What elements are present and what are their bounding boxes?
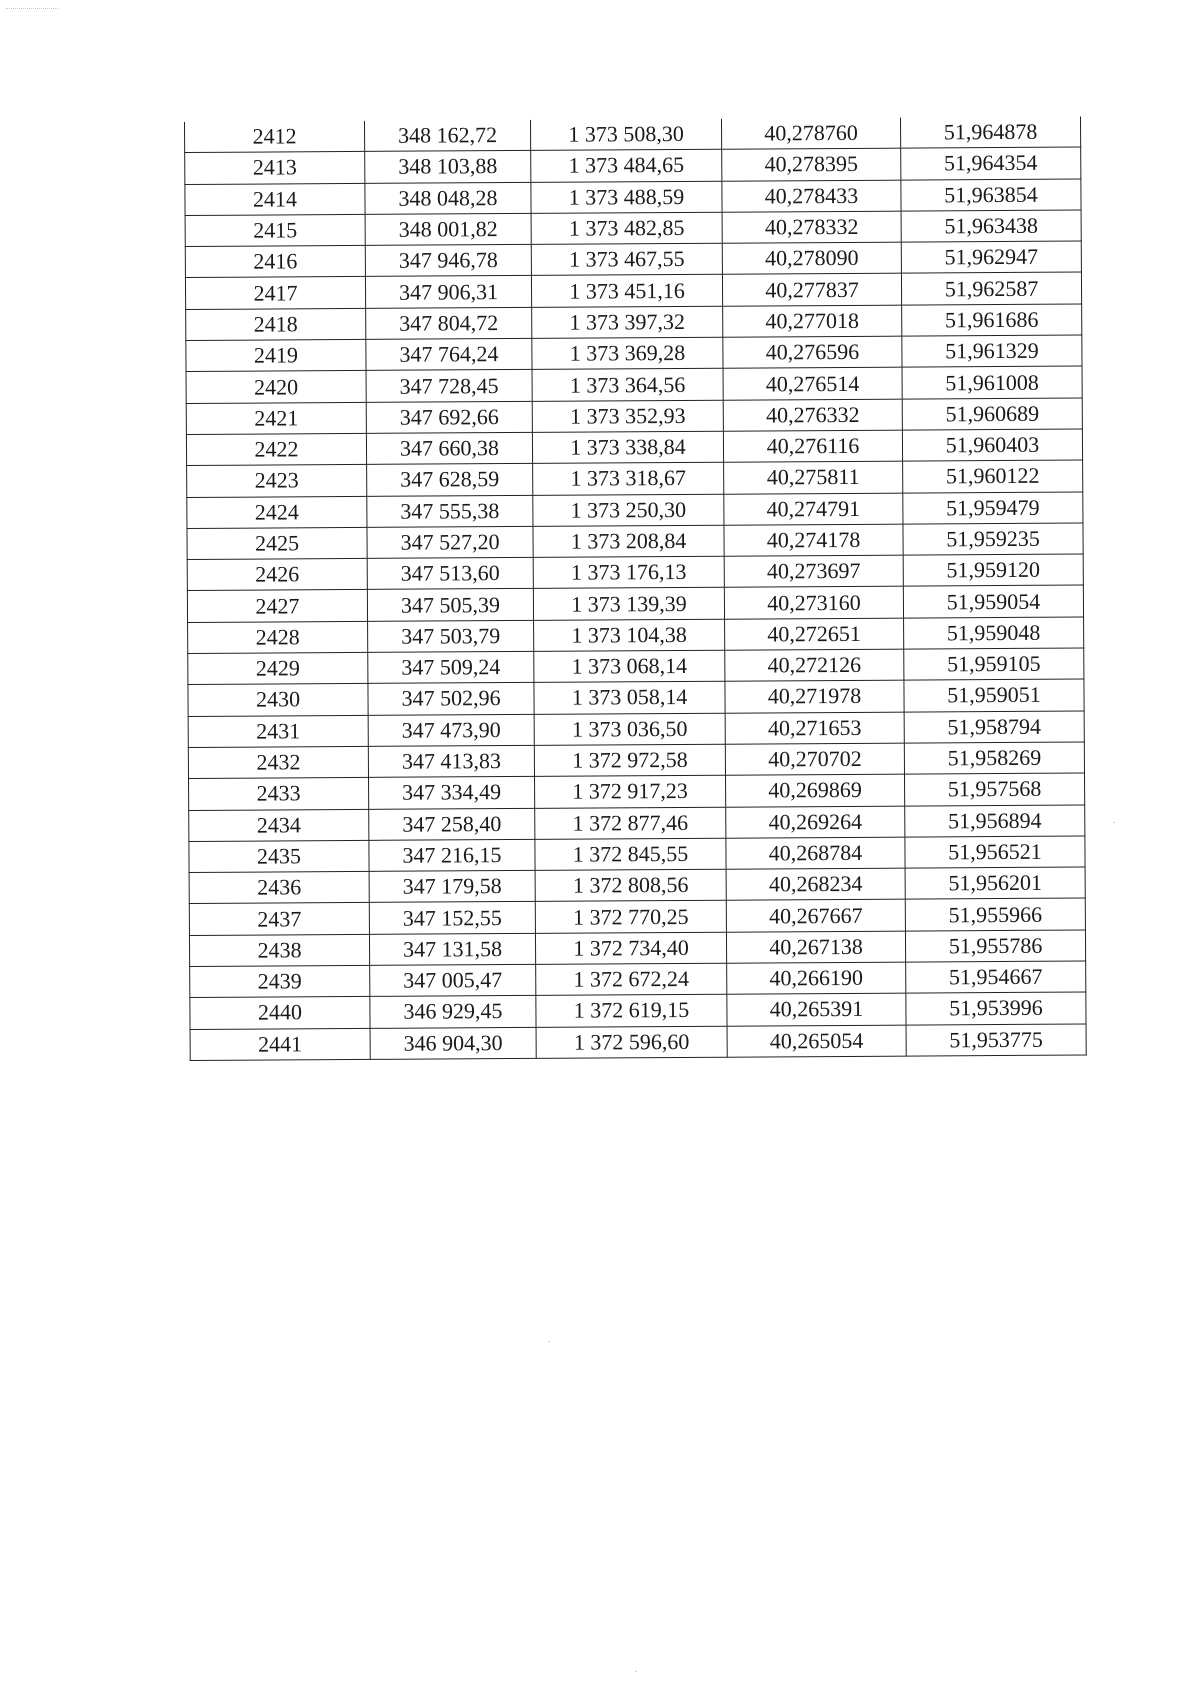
table-row [189, 805, 1085, 842]
coord-y-cell: 1 373 364,56 [532, 369, 723, 401]
coord-x-cell: 348 048,28 [365, 182, 531, 214]
coord-y-cell: 1 373 176,13 [533, 556, 724, 588]
point-number-cell: 2437 [189, 903, 369, 935]
table-row [189, 773, 1085, 810]
latitude-cell: 51,964354 [901, 147, 1081, 179]
scan-speck [635, 1671, 637, 1672]
coord-y-cell: 1 372 917,23 [535, 775, 726, 807]
coord-y-cell: 1 373 208,84 [533, 525, 724, 557]
table-row [190, 992, 1086, 1029]
latitude-cell: 51,959048 [904, 617, 1084, 649]
longitude-cell: 40,273697 [724, 555, 903, 587]
table-row [190, 1024, 1086, 1061]
coord-x-cell: 347 660,38 [366, 432, 532, 464]
coord-y-cell: 1 373 338,84 [532, 431, 723, 463]
table-row [186, 398, 1082, 435]
point-number-cell: 2416 [185, 246, 365, 278]
longitude-cell: 40,278090 [722, 242, 901, 274]
longitude-cell: 40,276332 [723, 399, 902, 431]
longitude-cell: 40,271653 [725, 712, 904, 744]
latitude-cell: 51,955966 [905, 898, 1085, 930]
latitude-cell: 51,959051 [904, 679, 1084, 711]
longitude-cell: 40,270702 [725, 743, 904, 775]
longitude-cell: 40,276116 [723, 430, 902, 462]
latitude-cell: 51,956894 [905, 805, 1085, 837]
table-row [188, 711, 1084, 748]
coord-y-cell: 1 372 770,25 [535, 901, 726, 933]
longitude-cell: 40,278760 [721, 118, 900, 150]
latitude-cell: 51,962587 [901, 273, 1081, 305]
longitude-cell: 40,278395 [722, 148, 901, 180]
point-number-cell: 2413 [185, 152, 365, 184]
point-number-cell: 2424 [187, 496, 367, 528]
longitude-cell: 40,272651 [725, 618, 904, 650]
latitude-cell: 51,959120 [903, 554, 1083, 586]
coord-x-cell: 347 179,58 [369, 870, 535, 902]
point-number-cell: 2427 [187, 590, 367, 622]
coord-x-cell: 347 509,24 [368, 651, 534, 683]
coord-x-cell: 347 503,79 [368, 620, 534, 652]
point-number-cell: 2431 [188, 715, 368, 747]
coord-x-cell: 347 692,66 [366, 401, 532, 433]
latitude-cell: 51,961329 [902, 335, 1082, 367]
table-row [186, 429, 1082, 466]
longitude-cell: 40,273160 [724, 587, 903, 619]
coord-y-cell: 1 372 619,15 [536, 995, 727, 1027]
longitude-cell: 40,268234 [726, 868, 905, 900]
coord-y-cell: 1 373 068,14 [534, 650, 725, 682]
coord-y-cell: 1 373 036,50 [534, 713, 725, 745]
table-row [185, 147, 1081, 184]
longitude-cell: 40,266190 [727, 962, 906, 994]
coord-x-cell: 347 513,60 [367, 558, 533, 590]
table-row [184, 117, 1080, 153]
table-row [185, 273, 1081, 310]
point-number-cell: 2438 [189, 934, 369, 966]
point-number-cell: 2418 [186, 308, 366, 340]
point-number-cell: 2432 [188, 746, 368, 778]
coord-x-cell: 347 555,38 [367, 495, 533, 527]
coord-y-cell: 1 373 508,30 [530, 119, 721, 151]
coord-y-cell: 1 373 318,67 [533, 462, 724, 494]
coord-y-cell: 1 373 139,39 [533, 588, 724, 620]
coordinates-table [184, 117, 1087, 1061]
latitude-cell: 51,959054 [903, 585, 1083, 617]
latitude-cell: 51,963854 [901, 179, 1081, 211]
table-row [188, 648, 1084, 685]
coord-y-cell: 1 373 488,59 [531, 181, 722, 213]
latitude-cell: 51,959235 [903, 523, 1083, 555]
coord-x-cell: 346 904,30 [370, 1027, 536, 1059]
coord-x-cell: 347 131,58 [369, 933, 535, 965]
longitude-cell: 40,271978 [725, 680, 904, 712]
point-number-cell: 2417 [185, 277, 365, 309]
point-number-cell: 2421 [186, 402, 366, 434]
coord-x-cell: 347 152,55 [369, 902, 535, 934]
coord-y-cell: 1 372 877,46 [535, 807, 726, 839]
latitude-cell: 51,959479 [903, 492, 1083, 524]
table-row [186, 366, 1082, 403]
coord-x-cell: 347 258,40 [369, 808, 535, 840]
table-row [186, 304, 1082, 341]
longitude-cell: 40,267138 [726, 931, 905, 963]
table-row [190, 961, 1086, 998]
latitude-cell: 51,953996 [906, 992, 1086, 1024]
point-number-cell: 2419 [186, 339, 366, 371]
point-number-cell: 2430 [188, 684, 368, 716]
point-number-cell: 2436 [189, 872, 369, 904]
coord-y-cell: 1 372 845,55 [535, 838, 726, 870]
longitude-cell: 40,269869 [726, 774, 905, 806]
coord-x-cell: 347 906,31 [365, 276, 531, 308]
coord-x-cell: 347 946,78 [365, 245, 531, 277]
coord-y-cell: 1 372 734,40 [535, 932, 726, 964]
coord-y-cell: 1 372 972,58 [534, 744, 725, 776]
table-row [189, 836, 1085, 873]
latitude-cell: 51,954667 [906, 961, 1086, 993]
coord-y-cell: 1 373 058,14 [534, 682, 725, 714]
coord-x-cell: 347 728,45 [366, 370, 532, 402]
point-number-cell: 2426 [187, 559, 367, 591]
table-row [188, 617, 1084, 654]
point-number-cell: 2434 [189, 809, 369, 841]
latitude-cell: 51,960403 [902, 429, 1082, 461]
coord-y-cell: 1 373 482,85 [531, 212, 722, 244]
latitude-cell: 51,956521 [905, 836, 1085, 868]
table-row [189, 898, 1085, 935]
coord-x-cell: 347 005,47 [370, 964, 536, 996]
coord-y-cell: 1 373 484,65 [531, 150, 722, 182]
table-row [189, 867, 1085, 904]
table-row [185, 179, 1081, 216]
latitude-cell: 51,963438 [901, 210, 1081, 242]
point-number-cell: 2423 [187, 465, 367, 497]
longitude-cell: 40,265054 [727, 1025, 906, 1057]
point-number-cell: 2428 [188, 621, 368, 653]
coord-y-cell: 1 373 250,30 [533, 494, 724, 526]
point-number-cell: 2412 [184, 121, 364, 153]
longitude-cell: 40,275811 [724, 461, 903, 493]
longitude-cell: 40,277018 [723, 305, 902, 337]
latitude-cell: 51,958794 [904, 711, 1084, 743]
latitude-cell: 51,961686 [902, 304, 1082, 336]
scan-speck [1113, 822, 1115, 823]
longitude-cell: 40,274178 [724, 524, 903, 556]
coord-x-cell: 348 001,82 [365, 213, 531, 245]
coord-y-cell: 1 373 451,16 [531, 275, 722, 307]
point-number-cell: 2414 [185, 183, 365, 215]
coord-y-cell: 1 373 352,93 [532, 400, 723, 432]
coordinates-table-body [184, 117, 1086, 1061]
latitude-cell: 51,960689 [902, 398, 1082, 430]
coord-y-cell: 1 373 369,28 [532, 337, 723, 369]
table-row [186, 335, 1082, 372]
latitude-cell: 51,958269 [904, 742, 1084, 774]
point-number-cell: 2429 [188, 652, 368, 684]
longitude-cell: 40,267667 [726, 900, 905, 932]
coord-x-cell: 347 628,59 [367, 464, 533, 496]
coord-x-cell: 347 527,20 [367, 526, 533, 558]
point-number-cell: 2440 [190, 997, 370, 1029]
coordinates-table-wrapper [184, 117, 1086, 1061]
coord-x-cell: 347 473,90 [368, 714, 534, 746]
coord-x-cell: 348 103,88 [365, 151, 531, 183]
table-row [185, 241, 1081, 278]
longitude-cell: 40,277837 [722, 274, 901, 306]
table-row [188, 742, 1084, 779]
coord-x-cell: 347 505,39 [367, 589, 533, 621]
point-number-cell: 2425 [187, 527, 367, 559]
longitude-cell: 40,276596 [723, 336, 902, 368]
coord-y-cell: 1 373 104,38 [534, 619, 725, 651]
latitude-cell: 51,961008 [902, 366, 1082, 398]
point-number-cell: 2415 [185, 214, 365, 246]
point-number-cell: 2439 [190, 965, 370, 997]
point-number-cell: 2422 [186, 433, 366, 465]
longitude-cell: 40,265391 [727, 993, 906, 1025]
coord-y-cell: 1 373 397,32 [532, 306, 723, 338]
scan-speck [548, 1341, 550, 1342]
scan-corner-mark [6, 8, 58, 11]
longitude-cell: 40,276514 [723, 367, 902, 399]
coord-x-cell: 347 216,15 [369, 839, 535, 871]
longitude-cell: 40,272126 [725, 649, 904, 681]
point-number-cell: 2435 [189, 840, 369, 872]
coord-y-cell: 1 372 672,24 [536, 963, 727, 995]
longitude-cell: 40,278433 [722, 180, 901, 212]
longitude-cell: 40,278332 [722, 211, 901, 243]
coord-x-cell: 348 162,72 [364, 120, 530, 152]
coord-y-cell: 1 372 596,60 [536, 1026, 727, 1058]
coord-x-cell: 347 804,72 [366, 307, 532, 339]
latitude-cell: 51,953775 [906, 1024, 1086, 1056]
coord-x-cell: 347 764,24 [366, 338, 532, 370]
longitude-cell: 40,269264 [726, 806, 905, 838]
coord-x-cell: 347 334,49 [369, 777, 535, 809]
longitude-cell: 40,274791 [724, 493, 903, 525]
table-row [187, 460, 1083, 497]
table-row [189, 930, 1085, 967]
latitude-cell: 51,957568 [904, 773, 1084, 805]
table-row [187, 585, 1083, 622]
coord-x-cell: 347 502,96 [368, 683, 534, 715]
latitude-cell: 51,962947 [901, 241, 1081, 273]
latitude-cell: 51,955786 [905, 930, 1085, 962]
latitude-cell: 51,960122 [903, 460, 1083, 492]
longitude-cell: 40,268784 [726, 837, 905, 869]
table-row [187, 554, 1083, 591]
table-row [187, 492, 1083, 529]
table-row [185, 210, 1081, 247]
latitude-cell: 51,956201 [905, 867, 1085, 899]
point-number-cell: 2433 [189, 778, 369, 810]
coord-x-cell: 346 929,45 [370, 996, 536, 1028]
coord-y-cell: 1 373 467,55 [531, 243, 722, 275]
point-number-cell: 2420 [186, 371, 366, 403]
point-number-cell: 2441 [190, 1028, 370, 1060]
latitude-cell: 51,959105 [904, 648, 1084, 680]
latitude-cell: 51,964878 [900, 117, 1080, 149]
table-row [188, 679, 1084, 716]
table-row [187, 523, 1083, 560]
coord-y-cell: 1 372 808,56 [535, 869, 726, 901]
coord-x-cell: 347 413,83 [368, 745, 534, 777]
